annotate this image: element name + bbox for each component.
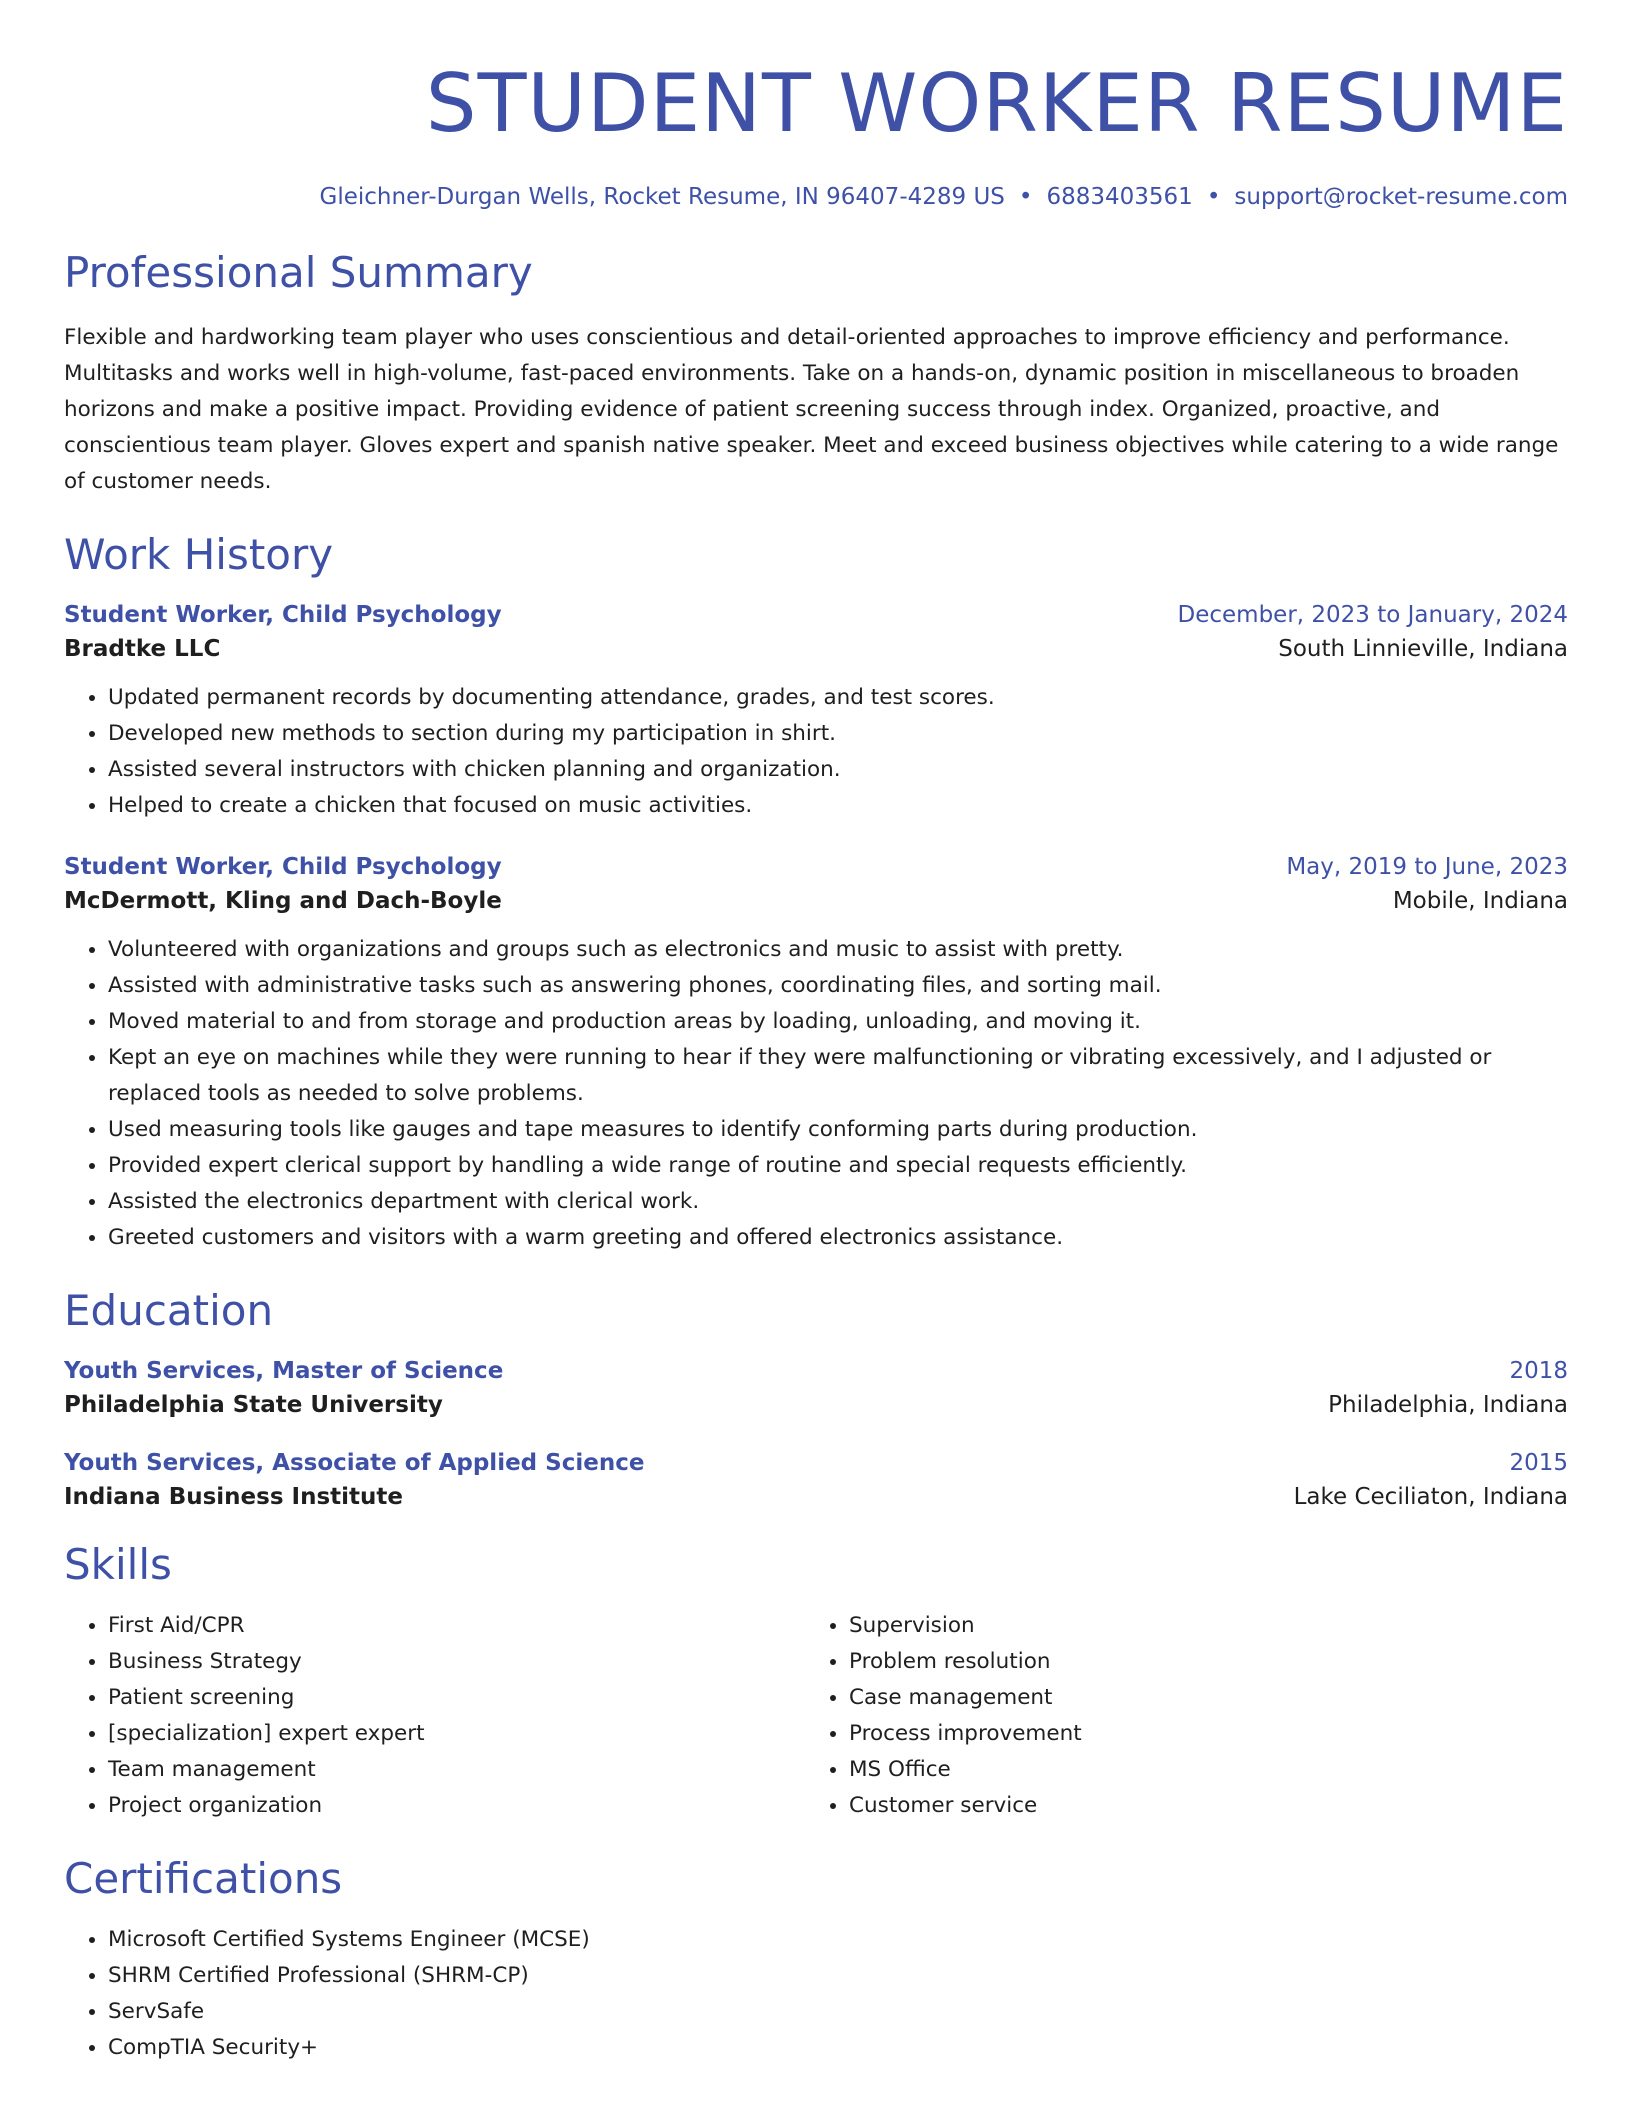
job-bullet: • Updated permanent records by documenting attendance, grades, and test scores. xyxy=(108,680,1568,716)
section-title-work-history: Work History xyxy=(64,530,334,579)
skill-item: • Case management xyxy=(849,1680,1546,1716)
education-location: Lake Ceciliaton, Indiana xyxy=(1293,1484,1568,1510)
job-dates: December, 2023 to January, 2024 xyxy=(1177,602,1568,628)
education-header-row xyxy=(64,1450,1568,1476)
certifications-list xyxy=(64,1922,1568,2066)
education-school-row xyxy=(64,1384,1568,1418)
job-bullet: • Used measuring tools like gauges and tape measures to identify conforming parts during production. xyxy=(108,1112,1568,1148)
education-school-row xyxy=(64,1476,1568,1510)
job-company-row xyxy=(64,628,1568,662)
education-degree: Youth Services, Master of Science xyxy=(64,1358,504,1384)
contact-email[interactable]: support@rocket-resume.com xyxy=(1234,184,1568,210)
education-year: 2015 xyxy=(1509,1450,1568,1476)
skill-item: • Process improvement xyxy=(849,1716,1546,1752)
contact-phone: 6883403561 xyxy=(1046,184,1193,210)
job-company: Bradtke LLC xyxy=(64,636,221,662)
job-bullet: • Moved material to and from storage and production areas by loading, unloading, and moving it. xyxy=(108,1004,1568,1040)
skill-item: • Customer service xyxy=(849,1788,1546,1824)
education-degree: Youth Services, Associate of Applied Science xyxy=(64,1450,645,1476)
job-location: South Linnieville, Indiana xyxy=(1278,636,1568,662)
education-location: Philadelphia, Indiana xyxy=(1328,1392,1568,1418)
skills-list-left xyxy=(64,1608,805,1824)
skill-item: • Project organization xyxy=(108,1788,805,1824)
contact-separator: • xyxy=(1206,184,1221,210)
job-dates: May, 2019 to June, 2023 xyxy=(1286,854,1568,880)
job-bullet: • Greeted customers and visitors with a warm greeting and offered electronics assistance. xyxy=(108,1220,1568,1256)
job-bullet: • Assisted several instructors with chicken planning and organization. xyxy=(108,752,1568,788)
job-bullet: • Assisted the electronics department with clerical work. xyxy=(108,1184,1568,1220)
job-header-row xyxy=(64,854,1568,880)
job-bullet: • Developed new methods to section during my participation in shirt. xyxy=(108,716,1568,752)
education-school: Philadelphia State University xyxy=(64,1392,443,1418)
skills-grid xyxy=(64,1608,1568,1824)
section-title-education: Education xyxy=(64,1286,274,1335)
job-company-row xyxy=(64,880,1568,914)
job-entry xyxy=(64,854,1568,1256)
section-title-summary: Professional Summary xyxy=(64,248,533,297)
contact-separator: • xyxy=(1018,184,1033,210)
education-school: Indiana Business Institute xyxy=(64,1484,404,1510)
job-bullet: • Kept an eye on machines while they were running to hear if they were malfunctioning or vibrating excessively, and I adjusted or replaced tools as needed to solve problems. xyxy=(108,1040,1568,1112)
skill-item: • Business Strategy xyxy=(108,1644,805,1680)
job-bullets xyxy=(64,680,1568,824)
skill-item: • Patient screening xyxy=(108,1680,805,1716)
education-entry xyxy=(64,1450,1568,1510)
job-bullet: • Helped to create a chicken that focused on music activities. xyxy=(108,788,1568,824)
certification-item: • ServSafe xyxy=(108,1994,1568,2030)
job-role: Student Worker, Child Psychology xyxy=(64,854,502,880)
certification-item: • Microsoft Certified Systems Engineer (MCSE) xyxy=(108,1922,1568,1958)
skills-list-right xyxy=(805,1608,1546,1824)
skill-item: • [specialization] expert expert xyxy=(108,1716,805,1752)
skill-item: • Supervision xyxy=(849,1608,1546,1644)
job-location: Mobile, Indiana xyxy=(1392,888,1568,914)
job-company: McDermott, Kling and Dach-Boyle xyxy=(64,888,502,914)
job-entry xyxy=(64,602,1568,824)
job-role: Student Worker, Child Psychology xyxy=(64,602,502,628)
resume-title: STUDENT WORKER RESUME xyxy=(425,57,1568,150)
job-bullet: • Provided expert clerical support by handling a wide range of routine and special requests efficiently. xyxy=(108,1148,1568,1184)
skill-item: • Problem resolution xyxy=(849,1644,1546,1680)
skill-item: • MS Office xyxy=(849,1752,1546,1788)
job-bullets xyxy=(64,932,1568,1256)
contact-line xyxy=(64,184,1568,210)
certification-item: • CompTIA Security+ xyxy=(108,2030,1568,2066)
certification-item: • SHRM Certified Professional (SHRM-CP) xyxy=(108,1958,1568,1994)
summary-text: Flexible and hardworking team player who uses conscientious and detail-oriented approaches to improve efficiency and performance. Multitasks and works well in high-volume, fast-paced environments. Take on a hands-on, dynamic position in miscellaneous to broaden horizons and make a positive impact. Providing evidence of patient screening success through index. Organized, proactive, and conscientious team player. Gloves expert and spanish native speaker. Meet and exceed business objectives while catering to a wide range of customer needs. xyxy=(64,325,1559,494)
skill-item: • Team management xyxy=(108,1752,805,1788)
job-bullet: • Assisted with administrative tasks such as answering phones, coordinating files, and sorting mail. xyxy=(108,968,1568,1004)
job-bullet: • Volunteered with organizations and groups such as electronics and music to assist with pretty. xyxy=(108,932,1568,968)
job-header-row xyxy=(64,602,1568,628)
section-title-skills: Skills xyxy=(64,1540,172,1589)
section-title-certifications: Certifications xyxy=(64,1854,343,1903)
education-entry xyxy=(64,1358,1568,1418)
contact-address: Gleichner-Durgan Wells, Rocket Resume, IN 96407-4289 US xyxy=(319,184,1005,210)
skill-item: • First Aid/CPR xyxy=(108,1608,805,1644)
education-year: 2018 xyxy=(1509,1358,1568,1384)
education-header-row xyxy=(64,1358,1568,1384)
